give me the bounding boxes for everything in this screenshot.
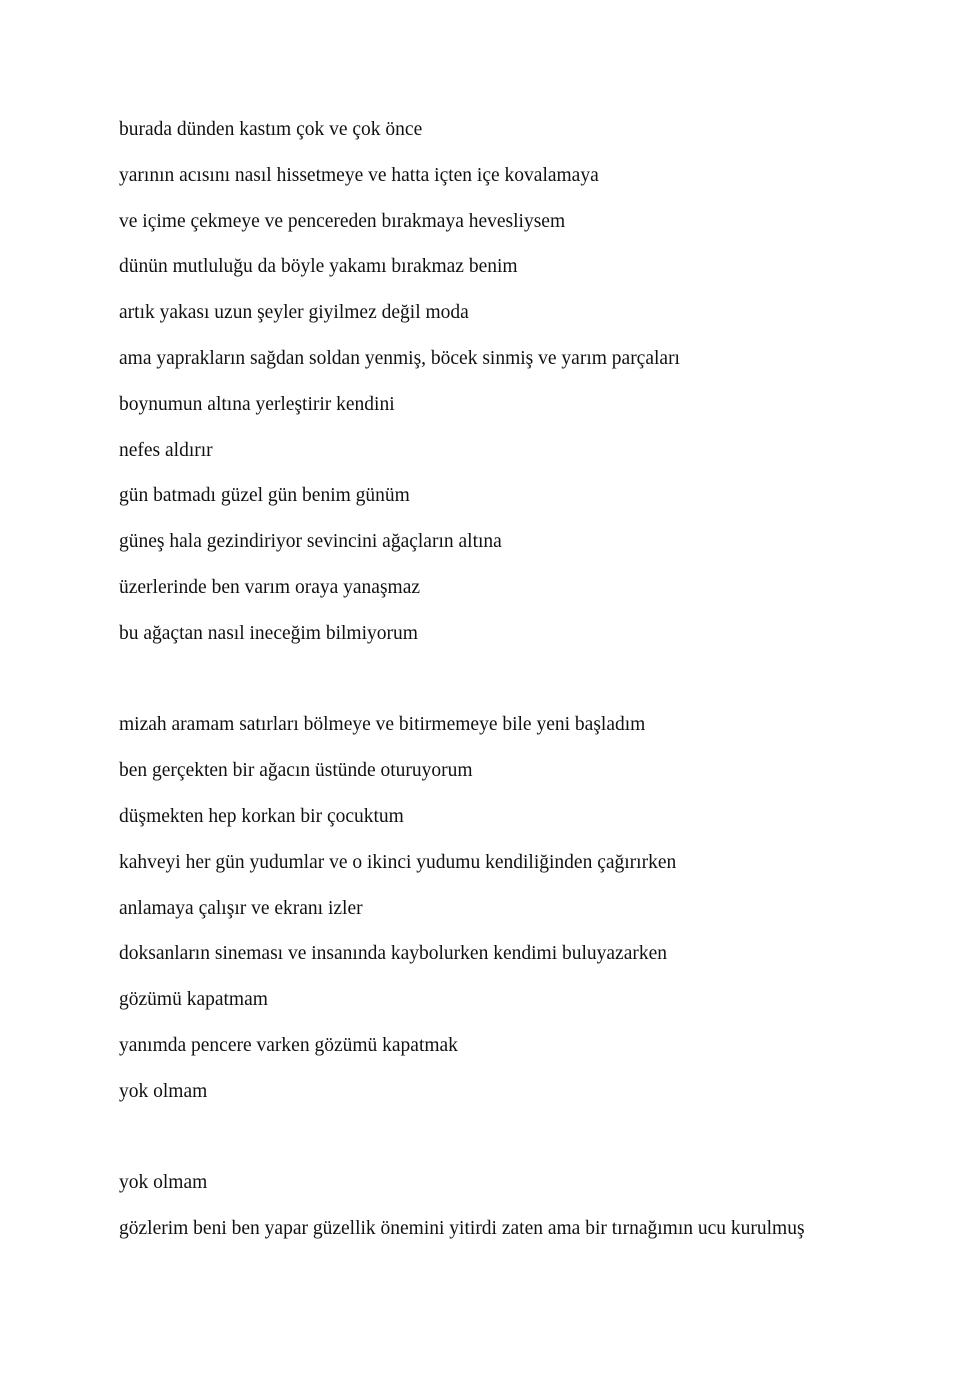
poem-line: dünün mutluluğu da böyle yakamı bırakmaz benim (119, 256, 518, 278)
poem-line: gözlerim beni ben yapar güzellik önemini yitirdi zaten ama bir tırnağımın ucu kurulmuş (119, 1218, 805, 1240)
poem-line: boynumun altına yerleştirir kendini (119, 393, 395, 415)
poem-line: yanımda pencere varken gözümü kapatmak (119, 1034, 458, 1056)
stanza-1 (119, 117, 939, 667)
poem-line: düşmekten hep korkan bir çocuktum (119, 805, 404, 827)
poem-line: mizah aramam satırları bölmeye ve bitirmemeye bile yeni başladım (119, 714, 646, 736)
poem-line: ve içime çekmeye ve pencereden bırakmaya hevesliysem (119, 210, 566, 232)
poem-line: yok olmam (119, 1172, 208, 1194)
poem-line: nefes aldırır (119, 439, 213, 461)
poem-line: kahveyi her gün yudumlar ve o ikinci yudumu kendiliğinden çağırırken (119, 851, 677, 873)
poem-line: ama yaprakların sağdan soldan yenmiş, böcek sinmiş ve yarım parçaları (119, 347, 680, 369)
poem-line: burada dünden kastım çok ve çok önce (119, 119, 423, 140)
poem-line: üzerlerinde ben varım oraya yanaşmaz (119, 576, 421, 598)
poem-line: anlamaya çalışır ve ekranı izler (119, 897, 363, 919)
stanza-2 (119, 712, 939, 1124)
stanza-3 (119, 1170, 939, 1262)
stanza-spacer (119, 667, 939, 713)
poem-line: doksanların sineması ve insanında kaybolurken kendimi buluyazarken (119, 943, 668, 965)
poem-line: ben gerçekten bir ağacın üstünde oturuyorum (119, 760, 473, 782)
poem-line: gün batmadı güzel gün benim günüm (119, 485, 410, 507)
poem-line: güneş hala gezindiriyor sevincini ağaçların altına (119, 531, 502, 553)
poem-line: yok olmam (119, 1080, 208, 1102)
poem-line: yarının acısını nasıl hissetmeye ve hatta içten içe kovalamaya (119, 164, 599, 186)
stanza-spacer (119, 1125, 939, 1171)
poem-line: artık yakası uzun şeyler giyilmez değil moda (119, 302, 469, 324)
poem-line: bu ağaçtan nasıl ineceğim bilmiyorum (119, 622, 418, 644)
poem-body (119, 117, 939, 1262)
poem-line: gözümü kapatmam (119, 989, 268, 1011)
